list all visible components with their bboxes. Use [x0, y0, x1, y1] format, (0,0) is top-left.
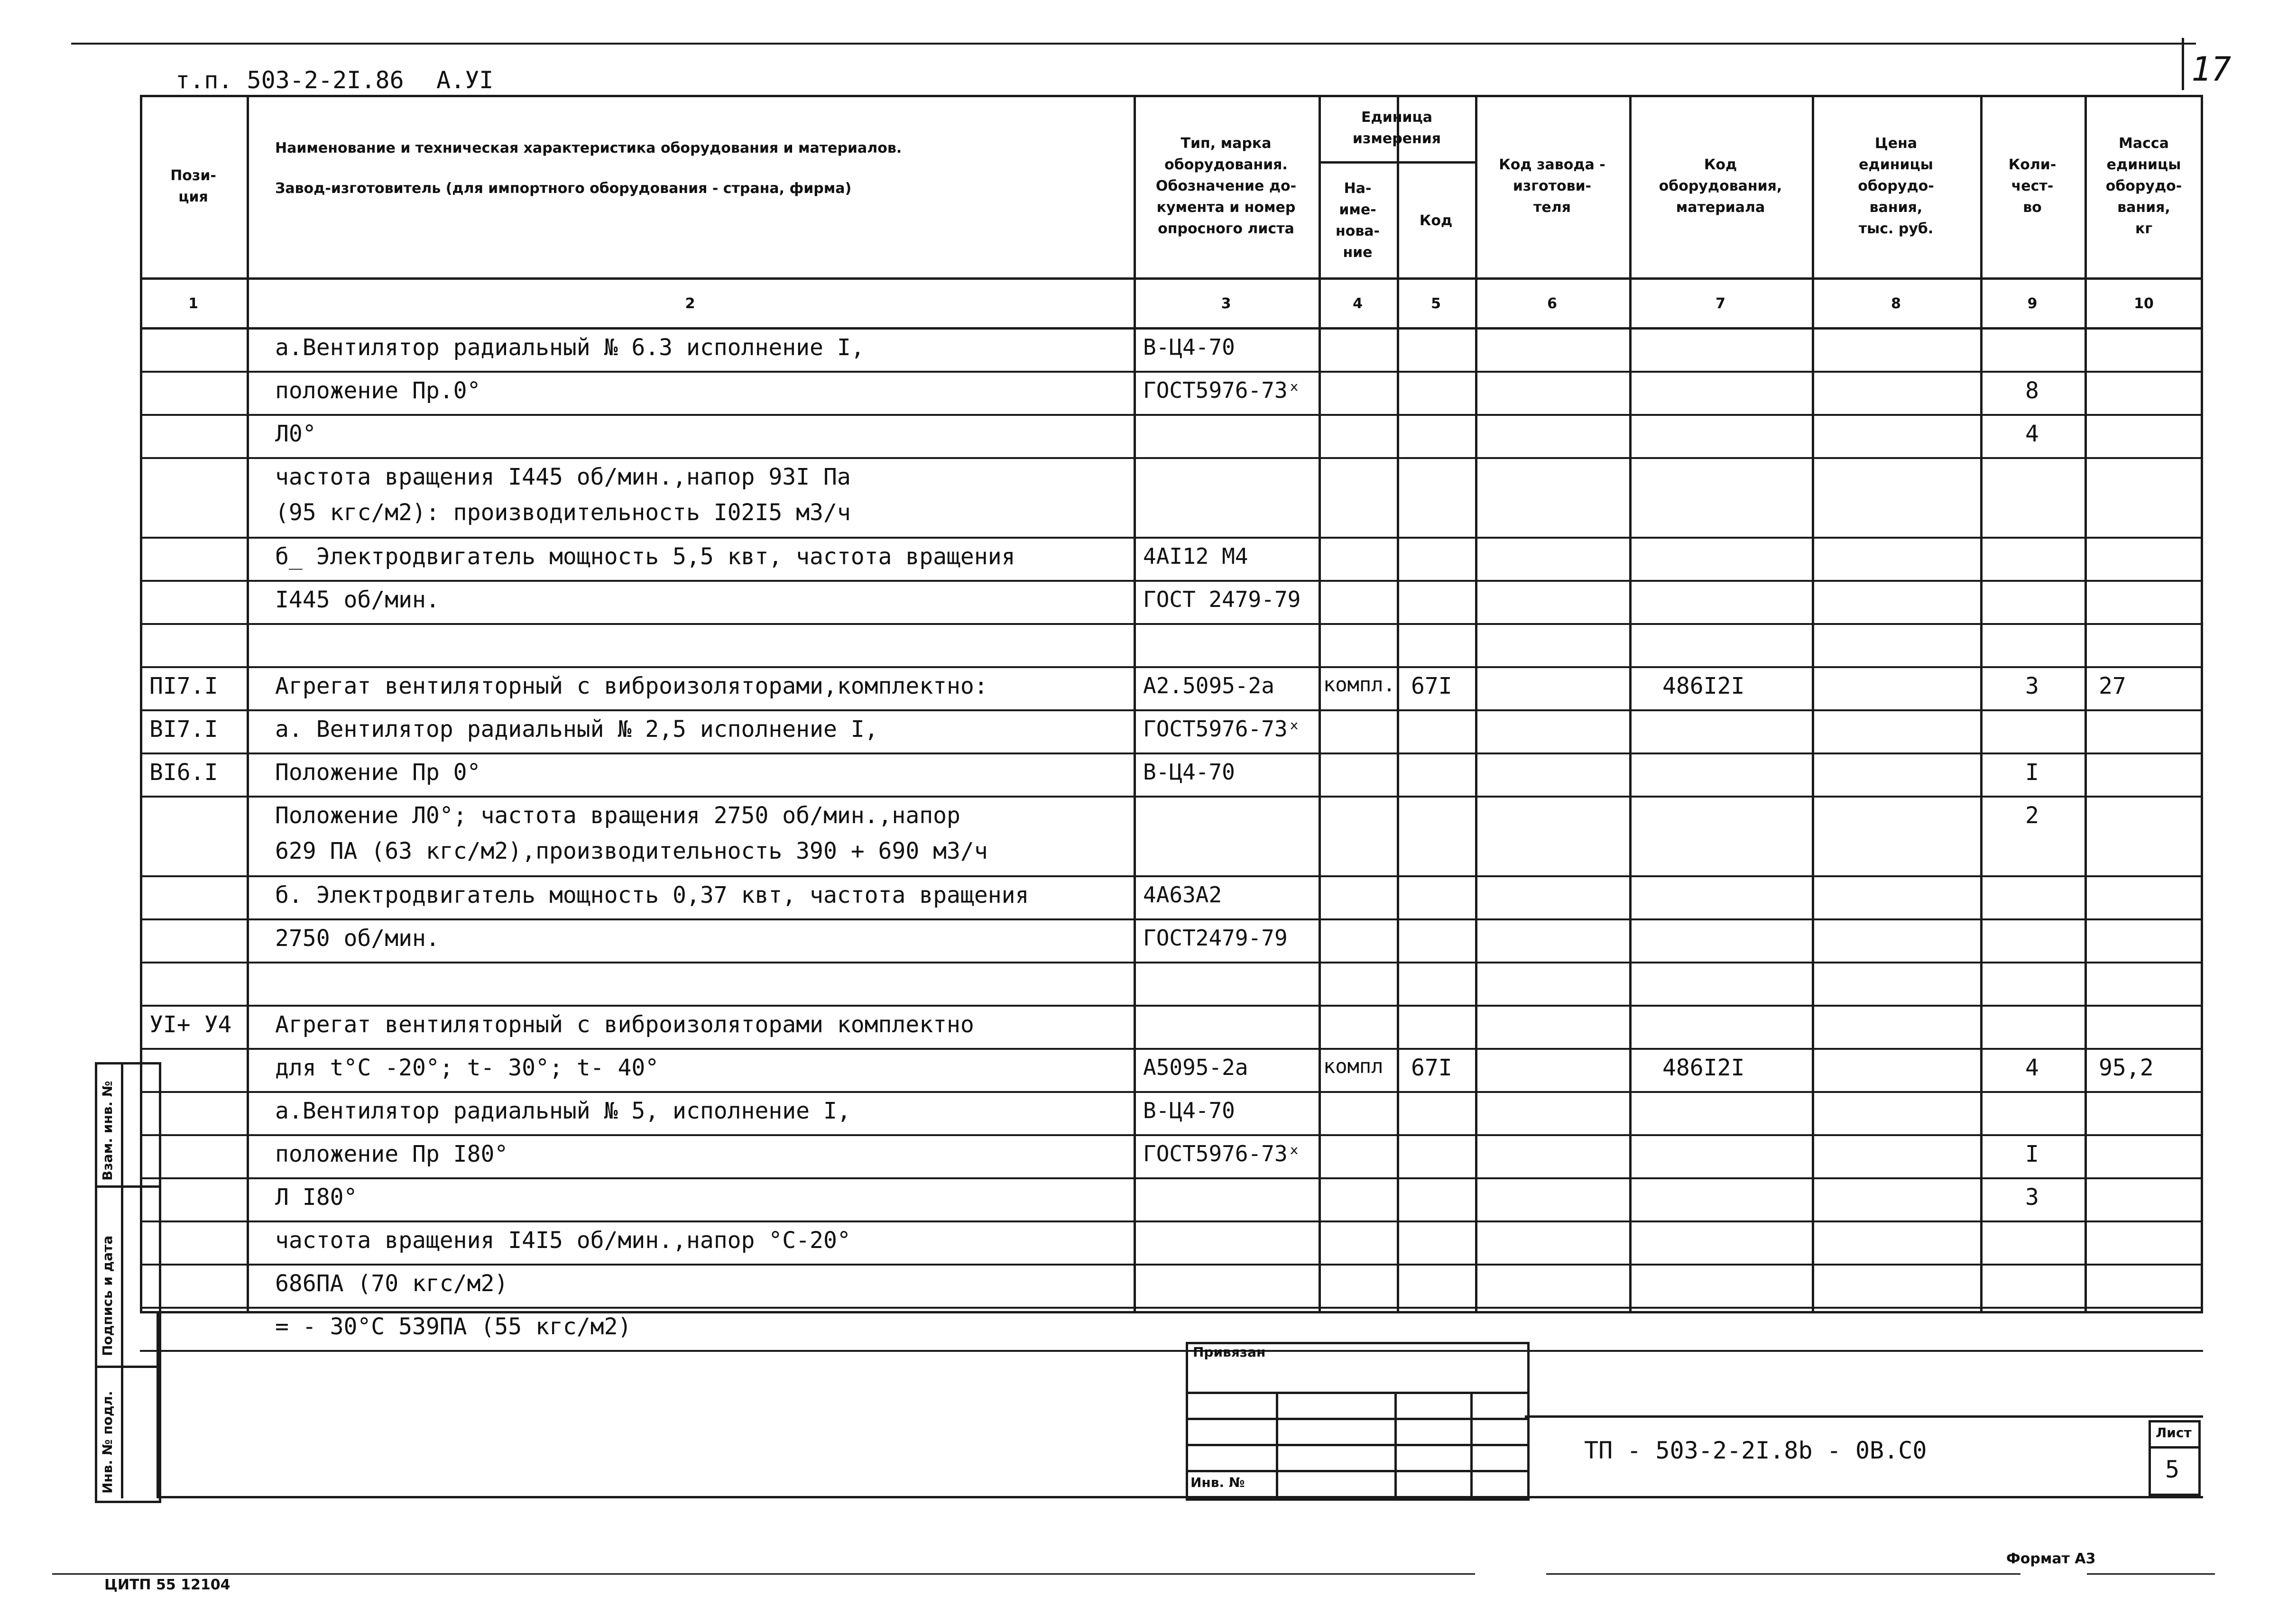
header-unit-name: На- име- нова- ние	[1335, 180, 1380, 261]
name-cell-line2: (95 кгс/м2): производительность I02I5 м3/ч	[275, 499, 851, 526]
header-name-line1: Наименование и техническая характеристика оборудования и материалов.	[275, 140, 902, 156]
name-cell: частота вращения I445 об/мин.,напор 93I Па	[275, 464, 851, 490]
name-cell: Агрегат вентиляторный с виброизоляторами комплектно	[275, 1011, 974, 1038]
name-cell: а. Вентилятор радиальный № 2,5 исполнение I,	[275, 716, 878, 743]
name-cell: Положение Пр 0°	[275, 759, 481, 786]
pos-cell: УI+ У4	[149, 1011, 232, 1038]
type-cell: 4А63А2	[1143, 882, 1222, 908]
qty-cell: I	[2025, 1141, 2039, 1167]
header-unit: Единица измерения	[1352, 109, 1441, 147]
type-cell: А2.5095-2а	[1143, 673, 1274, 698]
column-number: 7	[1716, 295, 1725, 312]
type-cell: ГОСТ 2479-79	[1143, 587, 1301, 612]
header-mass: Масса единицы оборудо- вания, кг	[2105, 135, 2182, 237]
name-cell-line2: 629 ПА (63 кгс/м2),производительность 390 + 690 м3/ч	[275, 838, 988, 864]
equipment-table	[140, 95, 2203, 1340]
binding-label: Привязан	[1193, 1344, 1266, 1360]
type-cell: В-Ц4-70	[1143, 1098, 1235, 1123]
type-cell: ГОСТ5976-73ˣ	[1143, 377, 1301, 403]
qty-cell: 2	[2025, 802, 2039, 829]
name-cell: б. Электродвигатель мощность 0,37 квт, частота вращения	[275, 882, 1029, 908]
code-cell: 67I	[1411, 1055, 1452, 1081]
name-cell: Л0°	[275, 421, 316, 447]
name-cell: б_ Электродвигатель мощность 5,5 квт, частота вращения	[275, 543, 1015, 570]
name-cell: положение Пр.0°	[275, 377, 481, 404]
header-plant-code: Код завода - изготови- теля	[1499, 156, 1605, 216]
header-type: Тип, марка оборудования. Обозначение до- кумента и номер опросного листа	[1155, 135, 1297, 237]
bottom-frame	[157, 1496, 2203, 1498]
qty-cell: 8	[2025, 377, 2039, 404]
column-number: 3	[1221, 295, 1231, 312]
doc-id: т.п. 503-2-2I.86	[175, 66, 404, 94]
name-cell: частота вращения I4I5 об/мин.,напор °C-20°	[275, 1227, 851, 1254]
header-name	[275, 138, 1124, 199]
type-cell: ГОСТ5976-73ˣ	[1143, 1141, 1301, 1166]
name-cell: положение Пр I80°	[275, 1141, 508, 1167]
page-mark-border	[2182, 38, 2184, 90]
column-number: 6	[1547, 295, 1557, 312]
album-id: А.УI	[436, 66, 494, 94]
stamp-replacement-inv: Взам. инв. №	[100, 1081, 115, 1181]
header-equip-code: Код оборудования, материала	[1659, 156, 1782, 216]
top-border	[71, 43, 2196, 45]
qty-cell: 4	[2025, 1055, 2039, 1081]
name-cell: для t°C -20°; t- 30°; t- 40°	[275, 1055, 659, 1081]
pos-cell: ВI6.I	[149, 759, 218, 786]
column-number: 2	[685, 295, 695, 312]
unit-cell: компл	[1323, 1055, 1384, 1078]
name-cell: I445 об/мин.	[275, 587, 440, 613]
type-cell: ГОСТ5976-73ˣ	[1143, 716, 1301, 742]
header-name-line2: Завод-изготовитель (для импортного оборудования - страна, фирма)	[275, 180, 852, 197]
qty-cell: 4	[2025, 421, 2039, 447]
stamp-signature-date: Подпись и дата	[100, 1235, 115, 1356]
name-cell: = - 30°C 539ПА (55 кгс/м2)	[275, 1313, 632, 1340]
doc-code: ТП - 503-2-2I.8b - 0В.С0	[1584, 1437, 1927, 1464]
sheet-label: Лист	[2156, 1425, 2192, 1440]
equip-cell: 486I2I	[1662, 1055, 1745, 1081]
header-position: Пози- ция	[170, 167, 216, 205]
type-cell: 4АI12 М4	[1143, 543, 1248, 569]
footer-left: ЦИТП 55 12104	[104, 1577, 231, 1593]
name-cell: 686ПА (70 кгс/м2)	[275, 1270, 508, 1297]
column-number: 4	[1353, 295, 1363, 312]
qty-cell: 3	[2025, 1184, 2039, 1211]
header-qty: Коли- чест- во	[2008, 156, 2057, 216]
type-cell: ГОСТ2479-79	[1143, 925, 1288, 951]
unit-cell: компл.	[1323, 673, 1395, 696]
pos-cell: ВI7.I	[149, 716, 218, 743]
name-cell: а.Вентилятор радиальный № 6.3 исполнение I,	[275, 334, 865, 361]
inv-label: Инв. №	[1190, 1475, 1245, 1490]
type-cell: В-Ц4-70	[1143, 334, 1235, 360]
equip-cell: 486I2I	[1662, 673, 1745, 699]
page-mark: 17	[2191, 50, 2232, 89]
pos-cell: ПI7.I	[149, 673, 218, 699]
column-number: 10	[2134, 295, 2154, 312]
name-cell: Агрегат вентиляторный с виброизоляторами,комплектно:	[275, 673, 988, 699]
name-cell: 2750 об/мин.	[275, 925, 440, 952]
type-cell: А5095-2а	[1143, 1055, 1248, 1080]
column-number: 8	[1891, 295, 1901, 312]
column-number: 5	[1431, 295, 1441, 312]
column-number: 9	[2027, 295, 2038, 312]
sheet-number: 5	[2165, 1456, 2180, 1483]
qty-cell: I	[2025, 759, 2039, 786]
footer-right: Формат А3	[2006, 1551, 2096, 1567]
header-unit-code: Код	[1419, 212, 1453, 229]
header-price: Цена единицы оборудо- вания, тыс. руб.	[1858, 135, 1934, 237]
name-cell: а.Вентилятор радиальный № 5, исполнение I,	[275, 1098, 851, 1124]
column-number: 1	[188, 295, 198, 312]
qty-cell: 3	[2025, 673, 2039, 699]
type-cell: В-Ц4-70	[1143, 759, 1235, 785]
code-cell: 67I	[1411, 673, 1452, 699]
mass-cell: 27	[2099, 673, 2126, 699]
name-cell: Л I80°	[275, 1184, 358, 1211]
name-cell: Положение Л0°; частота вращения 2750 об/мин.,напор	[275, 802, 960, 829]
stamp-original-inv: Инв. № подл.	[100, 1391, 115, 1494]
mass-cell: 95,2	[2099, 1055, 2154, 1081]
